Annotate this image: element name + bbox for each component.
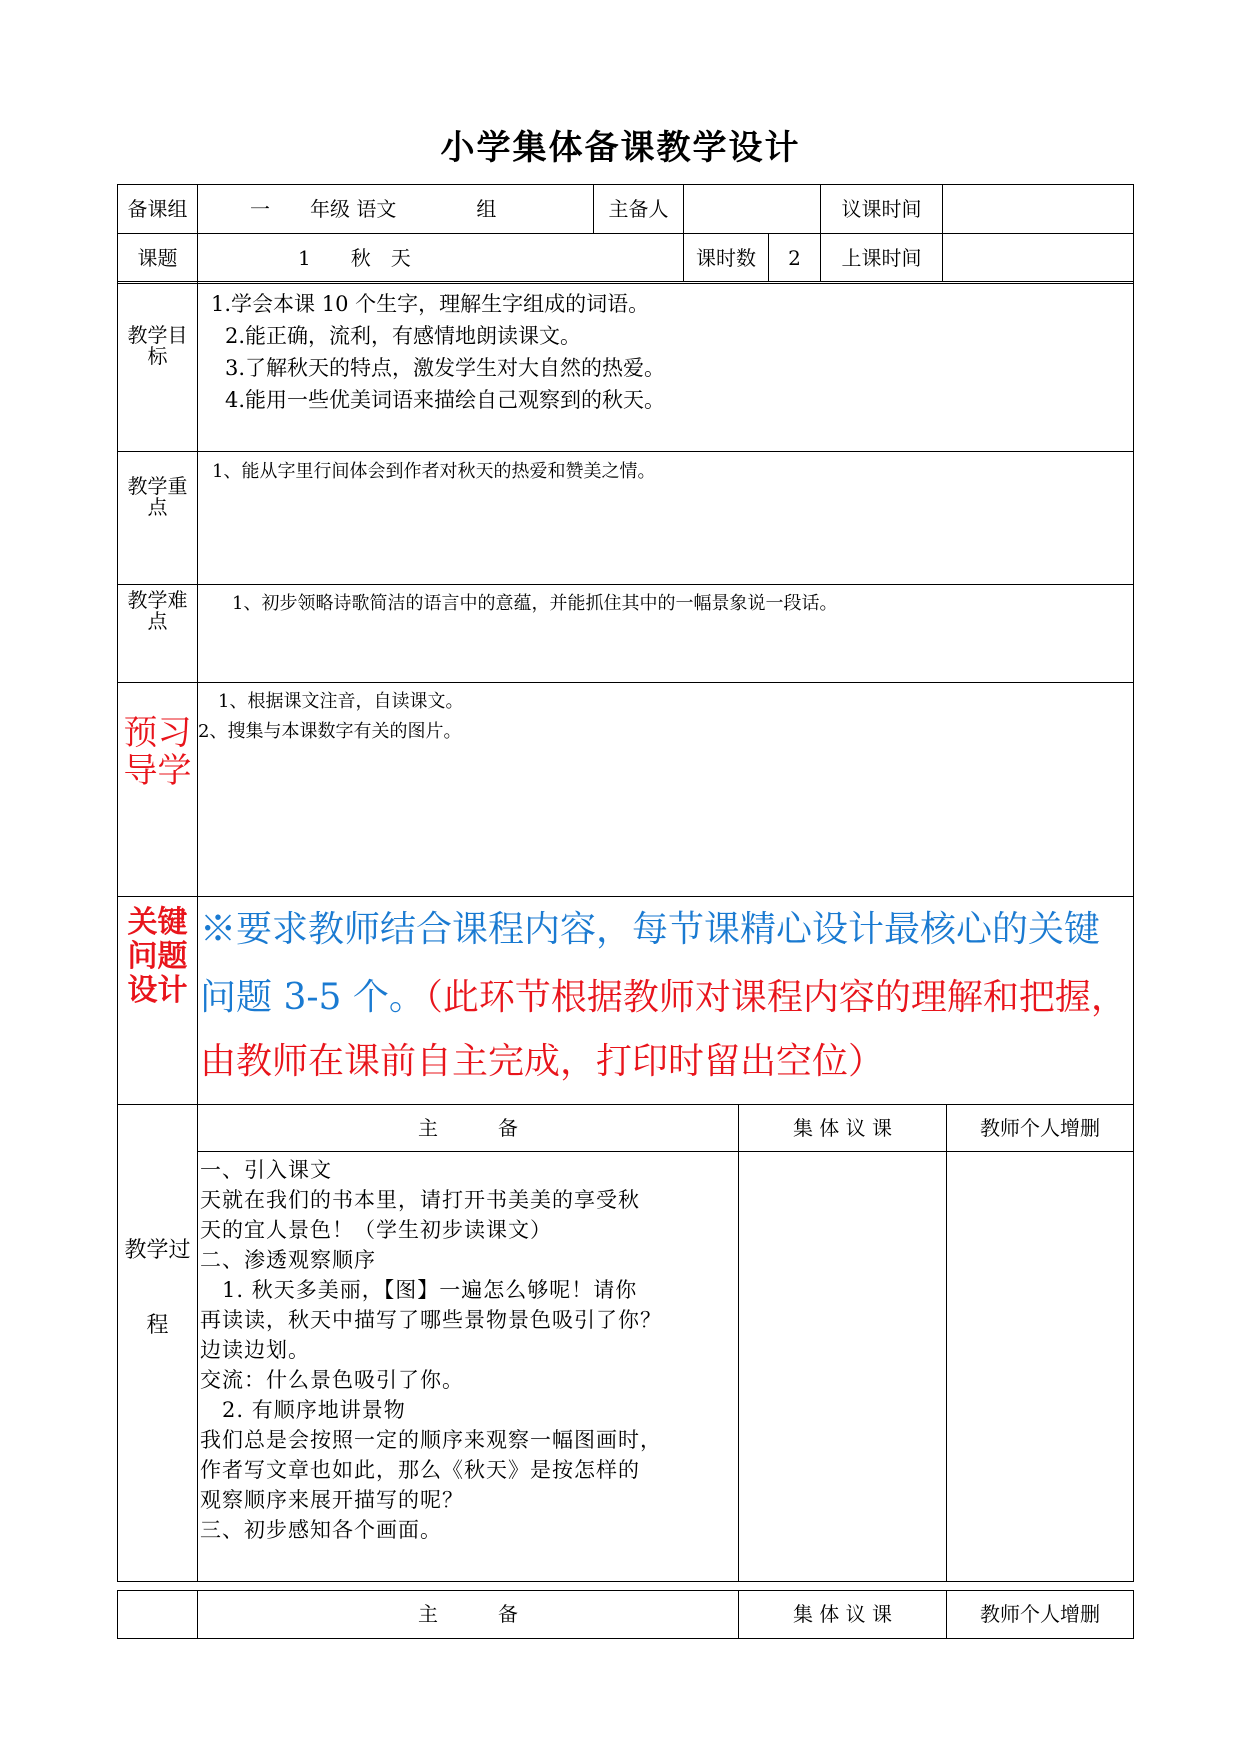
process-col-group: 集 体 议 课 [792, 1116, 893, 1140]
process-line: 再读读，秋天中描写了哪些景物景色吸引了你？ [200, 1308, 662, 1332]
objective-item: 2.能正确，流利，有感情地朗读课文。 [225, 324, 582, 348]
difficulties-text: 1、初步领略诗歌简洁的语言中的意蕴，并能抓住其中的一幅景象说一段话。 [232, 593, 838, 614]
key-questions-line2-blue: 问题 3-5 个。 [200, 977, 425, 1018]
periods-label: 课时数 [696, 246, 756, 270]
preview-item: 2、搜集与本课数字有关的图片。 [198, 721, 462, 742]
objectives-label: 教学目标 [127, 323, 188, 368]
next-col-personal: 教师个人增删 [980, 1602, 1100, 1626]
process-line: 交流：什么景色吸引了你。 [200, 1368, 464, 1392]
preview-label: 预习导学 [123, 713, 192, 791]
topic-label: 课题 [137, 246, 178, 270]
process-content [200, 1155, 736, 1545]
process-line: 二、渗透观察顺序 [200, 1248, 376, 1272]
process-line: 我们总是会按照一定的顺序来观察一幅图画时， [200, 1428, 662, 1452]
process-col-main: 主 备 [418, 1116, 518, 1140]
grade-subject: 一 年级 语文 组 [250, 197, 497, 221]
discuss-time-label: 议课时间 [841, 197, 922, 221]
key-questions-line2 [200, 962, 1132, 1034]
key-questions-line1: ※要求教师结合课程内容，每节课精心设计最核心的关键 [200, 909, 1101, 950]
page-title: 小学集体备课教学设计 [440, 128, 801, 168]
process-line: 边读边划。 [200, 1338, 310, 1362]
objective-item: 4.能用一些优美词语来描绘自己观察到的秋天。 [225, 388, 666, 412]
key-questions-line2-red: （此环节根据教师对课程内容的理解和把握， [424, 977, 1127, 1018]
process-line: 天的宜人景色！（学生初步读课文） [200, 1218, 552, 1242]
difficulties-label: 教学难点 [127, 588, 188, 633]
process-line: 2. 有顺序地讲景物 [200, 1398, 406, 1422]
key-questions-line3: 由教师在课前自主完成，打印时留出空位） [200, 1041, 885, 1082]
process-line: 1. 秋天多美丽，【图】一遍怎么够呢！请你 [200, 1278, 638, 1302]
process-line: 三、初步感知各个画面。 [200, 1518, 442, 1542]
key-questions-label: 关键问题设计 [127, 905, 188, 1008]
next-col-main: 主 备 [418, 1602, 518, 1626]
lead-label: 主备人 [608, 197, 669, 221]
key-points-text: 1、能从字里行间体会到作者对秋天的热爱和赞美之情。 [212, 461, 656, 482]
process-line: 一、引入课文 [200, 1158, 332, 1182]
key-points-label: 教学重点 [127, 474, 188, 519]
group-label: 备课组 [127, 197, 188, 221]
process-label: 教学过程 [124, 1238, 191, 1338]
objective-item: 3.了解秋天的特点，激发学生对大自然的热爱。 [225, 356, 666, 380]
objective-item: 1.学会本课 10 个生字，理解生字组成的词语。 [211, 292, 650, 316]
preview-item: 1、根据课文注音，自读课文。 [218, 691, 464, 712]
process-col-personal: 教师个人增删 [980, 1116, 1100, 1140]
process-line: 观察顺序来展开描写的呢？ [200, 1488, 464, 1512]
class-time-label: 上课时间 [841, 246, 922, 270]
process-line: 作者写文章也如此，那么《秋天》是按怎样的 [200, 1458, 640, 1482]
process-line: 天就在我们的书本里，请打开书美美的享受秋 [200, 1188, 640, 1212]
next-col-group: 集 体 议 课 [792, 1602, 893, 1626]
topic-value: 1 秋 天 [298, 246, 411, 270]
periods-value: 2 [788, 246, 801, 270]
